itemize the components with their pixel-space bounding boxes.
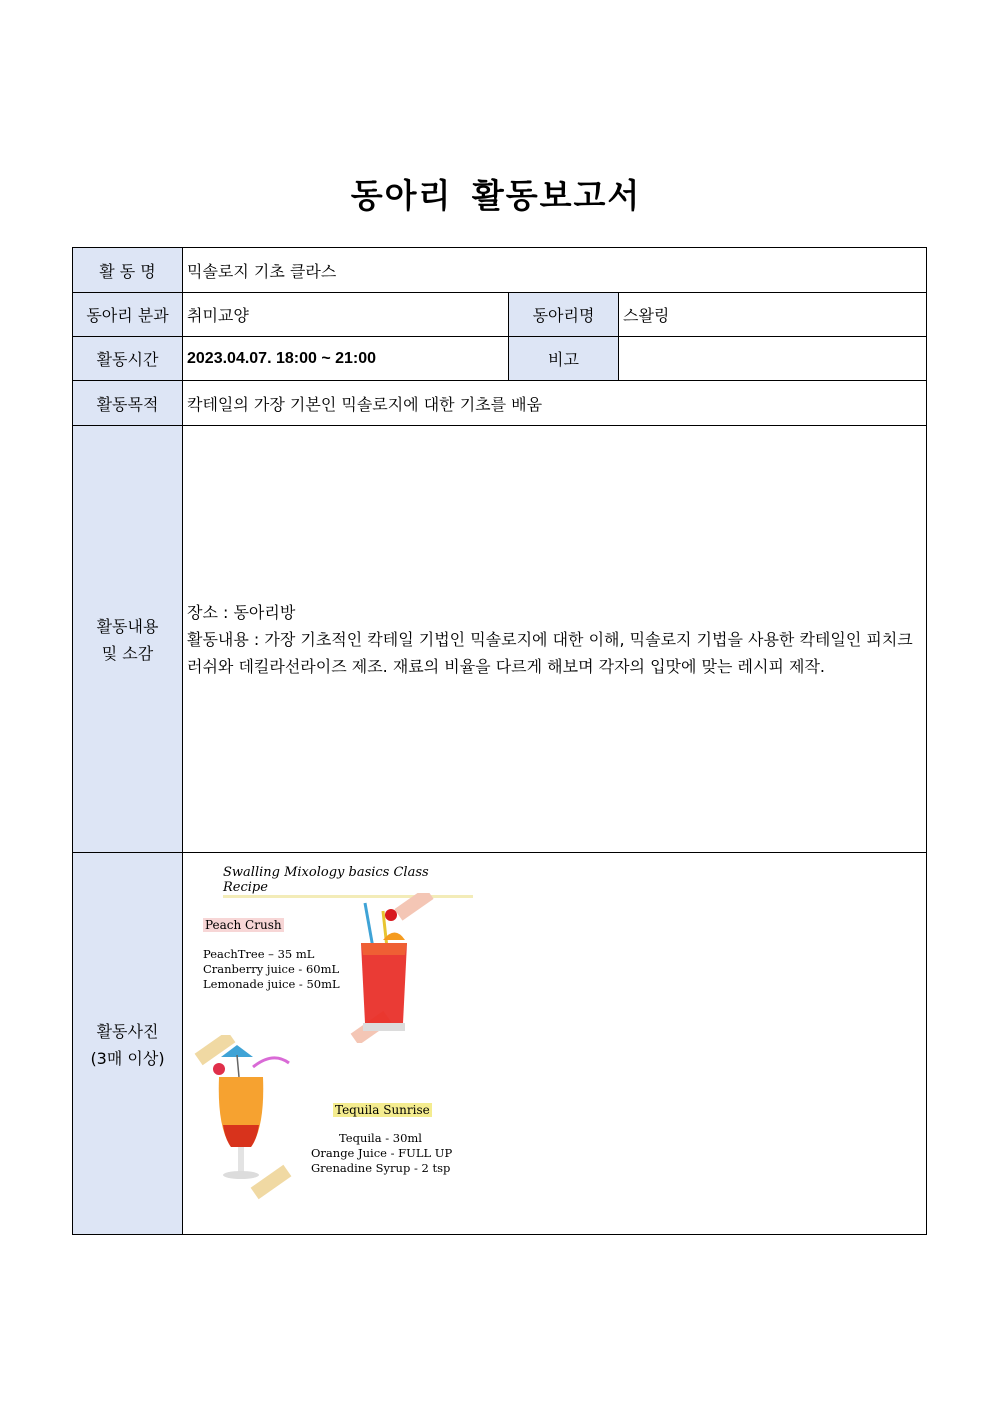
row-activity-time bbox=[73, 337, 927, 381]
note-value bbox=[619, 337, 927, 381]
drink-name-peach-crush: Peach Crush bbox=[205, 918, 282, 932]
row-club-info bbox=[73, 293, 927, 337]
club-name-value: 스왈링 bbox=[619, 293, 927, 337]
report-table bbox=[72, 247, 927, 1235]
content-body: 활동내용 : 가장 기초적인 칵테일 기법인 믹솔로지에 대한 이해, 믹솔로지 기법을 사용한 칵테일인 피치크러쉬와 데킬라선라이즈 제조. 재료의 비율을 다르게 해보며 각자의 입맛에 맞는 레시피 제작. bbox=[187, 629, 913, 676]
row-content bbox=[73, 426, 927, 853]
photos-cell bbox=[183, 853, 927, 1235]
ingredient: Orange Juice - FULL UP bbox=[311, 1146, 453, 1160]
activity-time-value: 2023.04.07. 18:00 ~ 21:00 bbox=[183, 337, 509, 381]
photos-label-line2: (3매 이상) bbox=[90, 1048, 165, 1068]
ingredient: Lemonade juice - 50mL bbox=[203, 977, 340, 991]
activity-time-label: 활동시간 bbox=[73, 337, 183, 381]
club-name-label: 동아리명 bbox=[509, 293, 619, 337]
peach-crush-ingredients bbox=[203, 947, 340, 992]
drink-name-tequila-sunrise: Tequila Sunrise bbox=[335, 1103, 430, 1117]
note-label: 비고 bbox=[509, 337, 619, 381]
purpose-label: 활동목적 bbox=[73, 381, 183, 426]
content-label-line1: 활동내용 bbox=[96, 617, 159, 636]
ingredient: PeachTree – 35 mL bbox=[203, 947, 315, 961]
club-category-label: 동아리 분과 bbox=[73, 293, 183, 337]
club-category-value: 취미교양 bbox=[183, 293, 509, 337]
ingredient: Tequila - 30ml bbox=[339, 1131, 422, 1145]
content-label-line2: 및 소감 bbox=[101, 644, 154, 663]
page-title: 동아리 활동보고서 bbox=[350, 176, 642, 215]
tequila-sunrise-glass-illustration bbox=[193, 1035, 303, 1205]
purpose-value: 칵테일의 가장 기본인 믹솔로지에 대한 기초를 배움 bbox=[183, 381, 927, 426]
row-photos bbox=[73, 853, 927, 1235]
ingredient: Grenadine Syrup - 2 tsp bbox=[311, 1161, 451, 1175]
row-purpose bbox=[73, 381, 927, 426]
content-value bbox=[183, 426, 927, 853]
activity-name-label: 활 동 명 bbox=[73, 248, 183, 293]
recipe-card-image bbox=[193, 855, 473, 1215]
photos-label bbox=[73, 853, 183, 1235]
recipe-card-title: Swalling Mixology basics Class Recipe bbox=[223, 865, 473, 898]
tequila-sunrise-ingredients bbox=[311, 1131, 452, 1176]
row-activity-name bbox=[73, 248, 927, 293]
peach-crush-glass-illustration bbox=[343, 893, 443, 1043]
content-label bbox=[73, 426, 183, 853]
content-place: 장소 : 동아리방 bbox=[187, 602, 296, 622]
photos-label-line1: 활동사진 bbox=[96, 1021, 159, 1041]
ingredient: Cranberry juice - 60mL bbox=[203, 962, 340, 976]
activity-name-value: 믹솔로지 기초 클라스 bbox=[183, 248, 927, 293]
